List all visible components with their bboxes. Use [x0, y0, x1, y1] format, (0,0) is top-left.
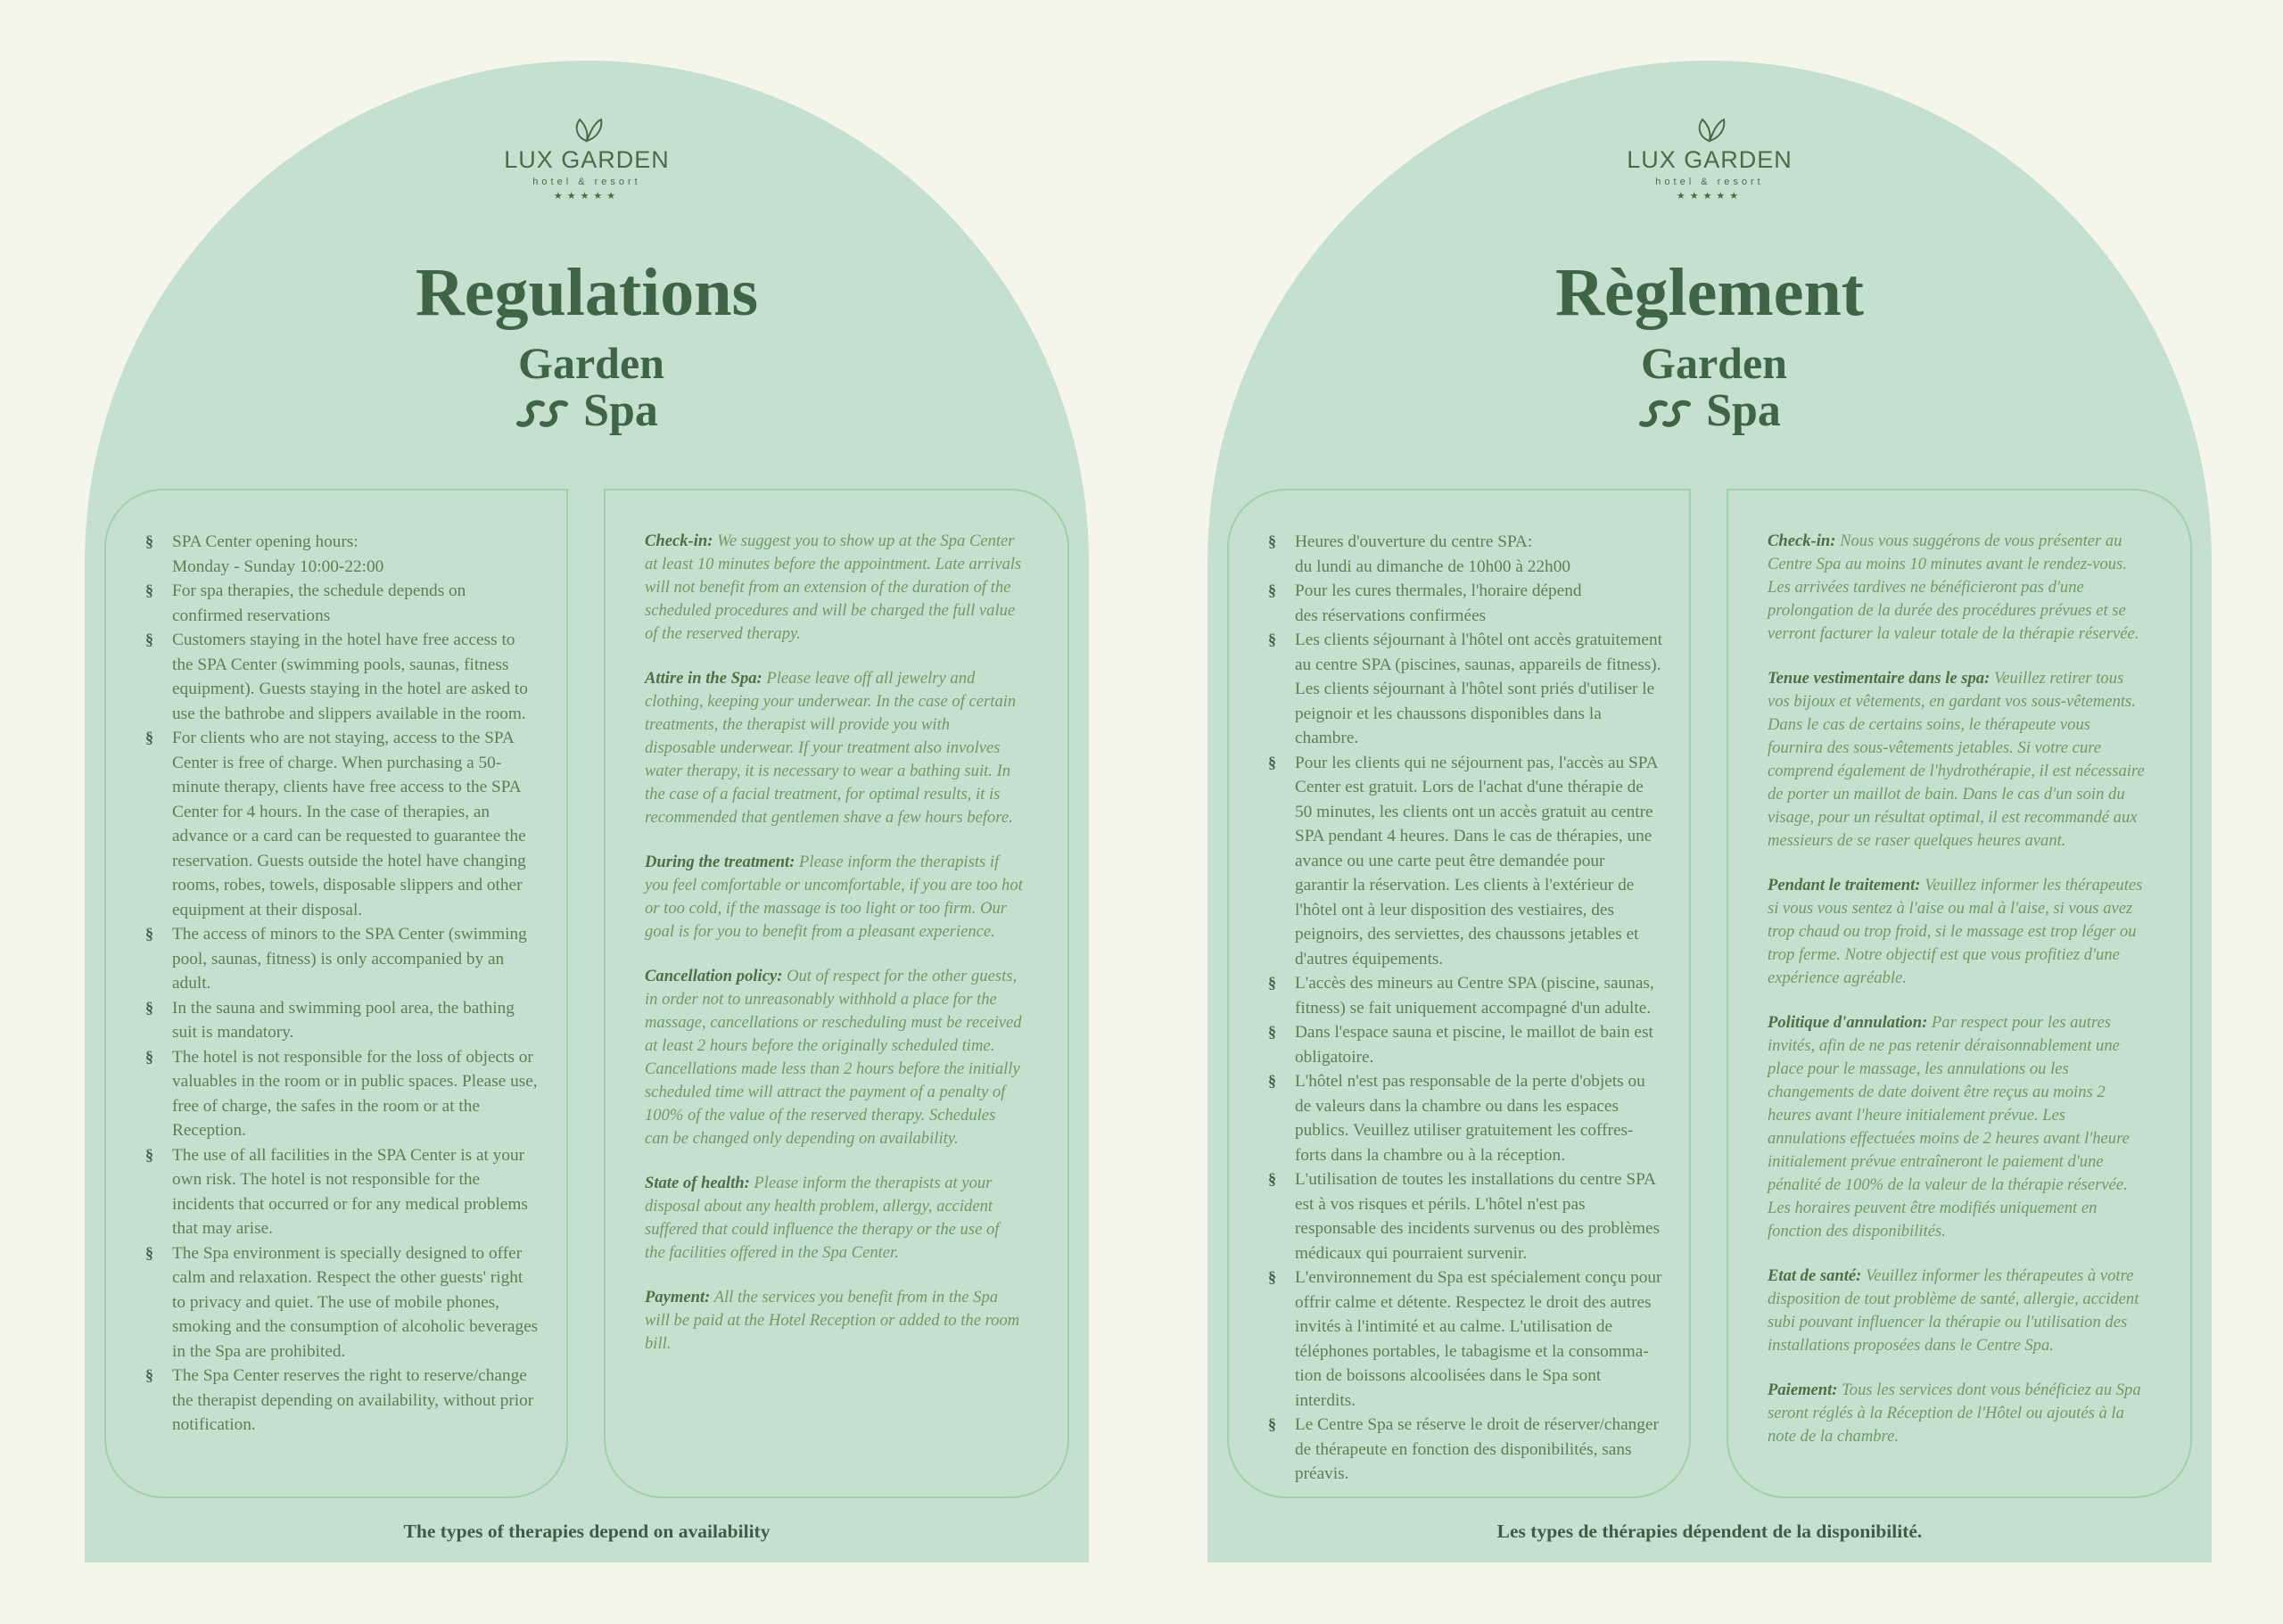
hotel-brand-name: LUX GARDEN — [504, 146, 670, 173]
footer-note: The types of therapies depend on availability — [403, 1521, 771, 1542]
leaf-icon — [1692, 114, 1727, 143]
hotel-logo — [85, 114, 1089, 202]
hotel-brand-name: LUX GARDEN — [1627, 146, 1793, 173]
garden-spa-logo — [85, 340, 1089, 436]
spa-bullet-icon: § — [145, 1145, 153, 1164]
info-paragraph: Attire in the Spa: Please leave off all jewelry and clothing, keeping your underwear. In the case of certain treatments, the therapist will provide you with disposable underwear. If your treatment also involves water therapy, it is necessary to wear a bathing suit. In the case of a facial treatment, for optimal results, it is recommended that gentlemen shave a few hours before. — [645, 669, 1017, 827]
rules-column — [104, 489, 568, 1498]
list-item: § L'environnement du Spa est spécialement conçu pour offrir calme et détente. Respectez le droit des autres invités à l'intimité et au calme. L'utilisation de téléphones portables, le tabagisme et la consomma-tion de boissons alcoolisées dans le Spa sont interdits. — [1268, 1265, 1662, 1413]
hotel-stars: ★★★★★ — [1676, 191, 1743, 202]
page-title: Règlement — [1554, 255, 1865, 330]
hotel-brand-subtitle: hotel & resort — [532, 177, 641, 187]
spa-bullet-icon: § — [1268, 532, 1276, 550]
spa-bullet-icon: § — [145, 1366, 153, 1384]
footer-note: Les types de thérapies dépendent de la disponibilité. — [1496, 1521, 1923, 1542]
spa-bullet-icon: § — [1268, 631, 1276, 648]
spa-bullet-icon: § — [1268, 1072, 1276, 1090]
list-item: § The hotel is not responsible for the loss of objects or valuables in the room or in public spaces. Please use, free of charge, the safes in the room or at the Reception. — [145, 1045, 540, 1143]
info-paragraph: Tenue vestimentaire dans le spa: Veuillez retirer tous vos bijoux et vêtements, en gardant vos sous-vêtements. Dans le cas de certains soins, le thérapeute vous fournira des sous-vêtements jetables. Si votre cure comprend également de l'hydrothérapie, il est nécessaire de porter un maillot de bain. Dans le cas d'un soin du visage, pour un résultat optimal, il est recommandé aux messieurs de se raser quelques heures avant. — [1768, 669, 2145, 850]
spa-bullet-icon: § — [145, 631, 153, 648]
spa-bullet-icon: § — [145, 925, 153, 943]
info-paragraph: Check-in: Nous vous suggérons de vous présenter au Centre Spa au moins 10 minutes avant le rendez-vous. Les arrivées tardives ne bénéficieront pas d'une prolongation de la durée des procédures prévues et se verront facturer la valeur totale de la thérapie réservée. — [1768, 532, 2139, 643]
info-paragraph: Politique d'annulation: Par respect pour les autres invités, afin de ne pas retenir déraisonnablement une place pour le massage, les annulations ou les changements de date doivent être reçus au moins 2 heures avant l'heure initialement prévue. Les annulations effectuées moins de 2 heures avant l'heure initialement prévue entraîneront le paiement d'une pénalité de 100% de la valeur de la thérapie réservée. Les horaires peuvent être modifiés uniquement en fonction des disponibilités. — [1768, 1013, 2130, 1241]
hotel-logo — [1207, 114, 2212, 202]
info-paragraph: Cancellation policy: Out of respect for the other guests, in order not to unreasonably withhold a place for the massage, cancellations or rescheduling must be received at least 2 hours before the originally scheduled time. Cancellations made less than 2 hours before the initially scheduled time will attract the payment of a penalty of 100% of the value of the reserved therapy. Schedules can be changed only depending on availability. — [645, 967, 1022, 1148]
spa-bullet-icon: § — [1268, 1415, 1276, 1433]
garden-spa-line2: Spa — [1706, 385, 1781, 436]
spa-bullet-icon: § — [1268, 974, 1276, 992]
info-paragraph: Etat de santé: Veuillez informer les thérapeutes à votre disposition de tout problème de santé, allergie, accident subi pouvant influencer la thérapie ou l'utilisation des installations proposées dans le Centre Spa. — [1768, 1266, 2139, 1355]
rules-column — [1227, 489, 1691, 1498]
spa-signature-icon — [1638, 397, 1702, 433]
list-item: § Customers staying in the hotel have free access to the SPA Center (swimming pools, saunas, fitness equipment). Guests staying in the hotel are asked to use the bathrobe and slippers available in the room. — [145, 628, 540, 726]
rules-list — [106, 490, 566, 1438]
list-item: § Pour les clients qui ne séjournent pas, l'accès au SPA Center est gratuit. Lors de l'achat d'une thérapie de 50 minutes, les clients ont un accès gratuit au centre SPA pendant 4 heures. Dans le cas de thérapies, une avance ou une carte peut être demandée pour garantir la réservation. Les clients à l'extérieur de l'hôtel ont à leur disposition des vestiaires, des peignoirs, des serviettes, des chaussons jetables et d'autres équipements. — [1268, 751, 1662, 972]
list-item: § L'accès des mineurs au Centre SPA (piscine, saunas, fitness) se fait uniquement accompagné d'un adulte. — [1268, 971, 1662, 1020]
spa-bullet-icon: § — [1268, 1268, 1276, 1286]
spa-bullet-icon: § — [145, 729, 153, 746]
info-paragraph: State of health: Please inform the therapists at your disposal about any health problem, allergy, accident suffered that could influence the therapy or the use of the facilities offered in the Spa Center. — [645, 1174, 1000, 1262]
list-item: § L'utilisation de toutes les installations du centre SPA est à vos risques et périls. L'hôtel n'est pas responsable des incidents survenus ou des problèmes médicaux qui pourraient survenir. — [1268, 1167, 1662, 1265]
list-item: § The use of all facilities in the SPA Center is at your own risk. The hotel is not responsible for the incidents that occurred or for any medical problems that may arise. — [145, 1143, 540, 1241]
spa-bullet-icon: § — [145, 532, 153, 550]
list-item: § Heures d'ouverture du centre SPA: du lundi au dimanche de 10h00 à 22h00 — [1268, 530, 1662, 579]
garden-spa-logo — [1207, 340, 2212, 436]
rules-list — [1229, 490, 1689, 1487]
info-column — [1727, 489, 2192, 1498]
spa-bullet-icon: § — [1268, 1170, 1276, 1188]
list-item: § Les clients séjournant à l'hôtel ont accès gratuitement au centre SPA (piscines, saunas, appareils de fitness). Les clients séjournant à l'hôtel sont priés d'utiliser le peignoir et les chaussons disponibles dans la chambre. — [1268, 628, 1662, 751]
info-paragraph: Paiement: Tous les services dont vous bénéficiez au Spa seront réglés à la Réception de l'Hôtel ou ajoutés à la note de la chambre. — [1768, 1381, 2141, 1446]
info-column — [604, 489, 1069, 1498]
list-item: § For clients who are not staying, access to the SPA Center is free of charge. When purchasing a 50-minute therapy, clients have free access to the SPA Center for 4 hours. In the case of therapies, an advance or a card can be requested to guarantee the reservation. Guests outside the hotel have changing rooms, robes, towels, disposable slippers and other equipment at their disposal. — [145, 726, 540, 922]
info-paragraph: Pendant le traitement: Veuillez informer les thérapeutes si vous vous sentez à l'aise ou mal à l'aise, si vous avez trop chaud ou trop froid, si le massage est trop léger ou trop ferme. Notre objectif est que vous profitiez d'une expérience agréable. — [1768, 876, 2143, 987]
leaf-icon — [569, 114, 605, 143]
spa-signature-icon — [515, 397, 580, 433]
list-item: § For spa therapies, the schedule depends on confirmed reservations — [145, 579, 540, 628]
spa-bullet-icon: § — [1268, 1023, 1276, 1041]
list-item: § The Spa Center reserves the right to reserve/change the therapist depending on availability, without prior notification. — [145, 1364, 540, 1438]
info-paragraph: Check-in: We suggest you to show up at the Spa Center at least 10 minutes before the appointment. Late arrivals will not benefit from an extension of the duration of the scheduled procedures and will be charged the full value of the reserved therapy. — [645, 532, 1022, 643]
garden-spa-line1: Garden — [1641, 338, 1787, 388]
garden-spa-line2: Spa — [583, 385, 658, 436]
spa-bullet-icon: § — [145, 581, 153, 599]
regulations-panel-french — [1207, 61, 2212, 1562]
list-item: § Pour les cures thermales, l'horaire dépend des réservations confirmées — [1268, 579, 1662, 628]
spa-bullet-icon: § — [1268, 581, 1276, 599]
regulations-panel-english — [85, 61, 1089, 1562]
list-item: § SPA Center opening hours: Monday - Sunday 10:00-22:00 — [145, 530, 540, 579]
list-item: § The Spa environment is specially designed to offer calm and relaxation. Respect the other guests' right to privacy and quiet. The use of mobile phones, smoking and the consumption of alcoholic beverages in the Spa are prohibited. — [145, 1241, 540, 1364]
list-item: § L'hôtel n'est pas responsable de la perte d'objets ou de valeurs dans la chambre ou dans les espaces publics. Veuillez utiliser gratuitement les coffres-forts dans la chambre ou à la réception. — [1268, 1069, 1662, 1167]
garden-spa-line1: Garden — [518, 338, 664, 388]
page-title: Regulations — [415, 255, 759, 330]
list-item: § In the sauna and swimming pool area, the bathing suit is mandatory. — [145, 996, 540, 1045]
list-item: § Dans l'espace sauna et piscine, le maillot de bain est obligatoire. — [1268, 1020, 1662, 1069]
info-paragraph: Payment: All the services you benefit from in the Spa will be paid at the Hotel Reception or added to the room bill. — [645, 1288, 1020, 1353]
list-item: § Le Centre Spa se réserve le droit de réserver/changer de thérapeute en fonction des disponibilités, sans préavis. — [1268, 1413, 1662, 1487]
spa-bullet-icon: § — [145, 1243, 153, 1262]
info-paragraph: During the treatment: Please inform the therapists if you feel comfortable or uncomfortable, if you are too hot or too cold, if the massage is too light or too firm. Our goal is for you to benefit from a pleasant experience. — [645, 853, 1023, 941]
spa-bullet-icon: § — [145, 1047, 153, 1066]
list-item: § The access of minors to the SPA Center (swimming pool, saunas, fitness) is only accompanied by an adult. — [145, 922, 540, 996]
hotel-stars: ★★★★★ — [553, 191, 621, 202]
spa-bullet-icon: § — [145, 998, 153, 1017]
hotel-brand-subtitle: hotel & resort — [1655, 177, 1764, 187]
spa-bullet-icon: § — [1268, 753, 1276, 771]
